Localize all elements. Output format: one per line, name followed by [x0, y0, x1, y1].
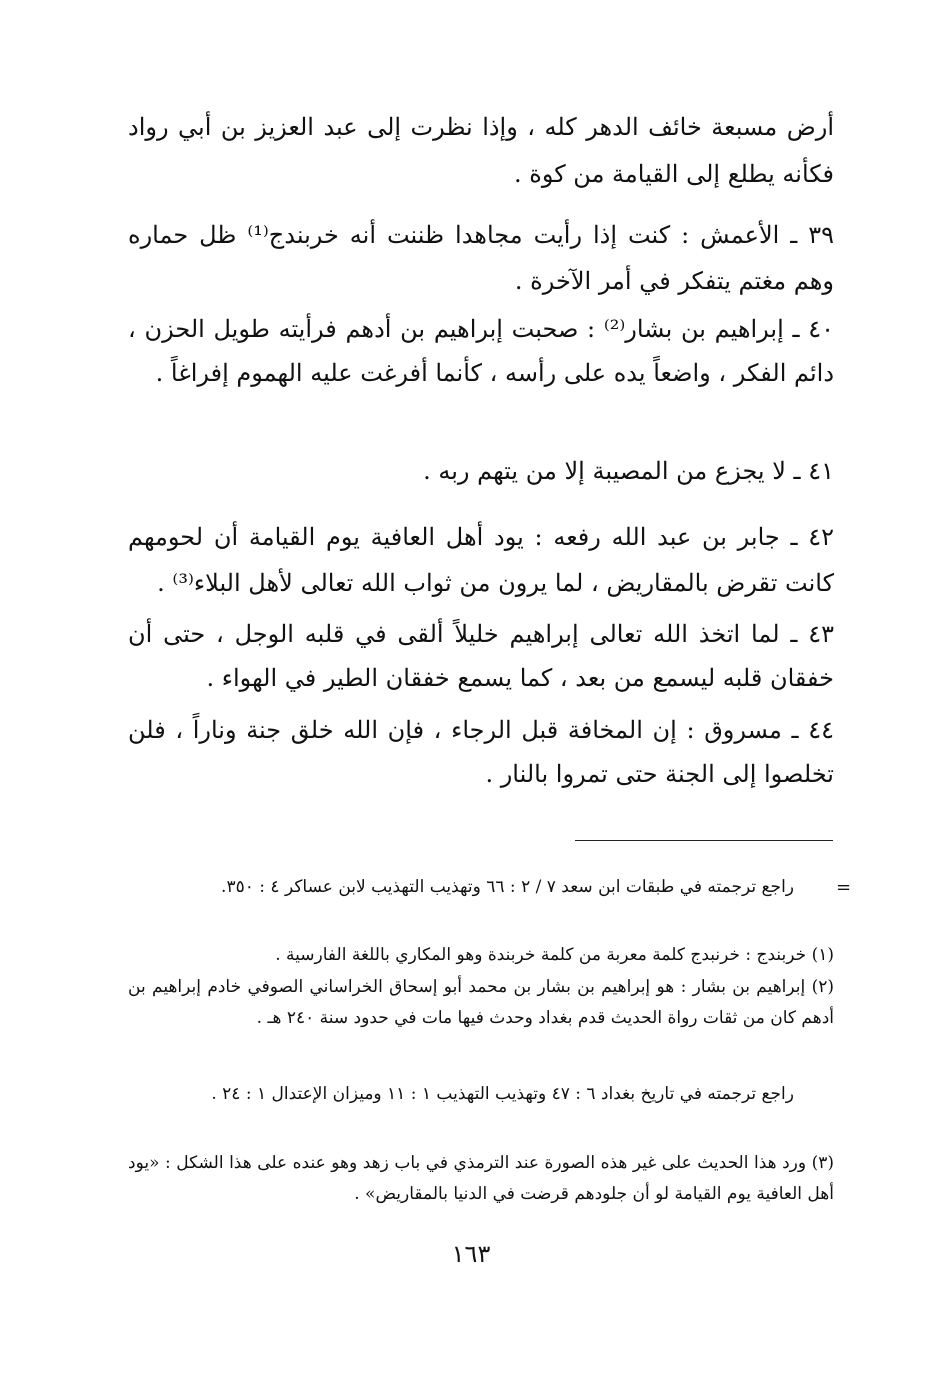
footnote-continuation-mark: =	[836, 877, 852, 898]
paragraph-44: ٤٤ ـ مسروق : إن المخافة قبل الرجاء ، فإن الله خلق جنة وناراً ، فلن تخلصوا إلى الجنة حتى تمروا بالنار .	[128, 716, 834, 788]
footnote-1: (١) خربندج : خرنبدج كلمة معربة من كلمة خربندة وهو المكاري باللغة الفارسية .	[275, 945, 834, 965]
footnote-3: (٣) ورد هذا الحديث على غير هذه الصورة عند الترمذي في باب زهد وهو عنده على هذا الشكل : «يود أهل العافية يوم القيامة لو أن جلودهم قرضت في الدنيا بالمقاريض» .	[128, 1153, 834, 1204]
paragraph-39: ٣٩ ـ الأعمش : كنت إذا رأيت مجاهدا ظننت أنه خربندج⁽¹⁾ ظل حماره وهم مغتم يتفكر في أمر الآخرة .	[128, 221, 835, 295]
paragraph-continuation: أرض مسبعة خائف الدهر كله ، وإذا نظرت إلى عبد العزيز بن أبي رواد فكأنه يطلع إلى القيامة من كوة .	[128, 113, 834, 188]
footnote-separator	[575, 840, 833, 841]
paragraph-43: ٤٣ ـ لما اتخذ الله تعالى إبراهيم خليلاً ألقى في قلبه الوجل ، حتى أن خفقان قلبه ليسمع من بعد ، كما يسمع خفقان الطير في الهواء .	[128, 620, 834, 692]
footnote-2: (٢) إبراهيم بن بشار : هو إبراهيم بن بشار بن محمد أبو إسحاق الخراساني الصوفي خادم إبراهيم بن أدهم كان من ثقات رواة الحديث قدم بغداد وحدث فيها مات في حدود سنة ٢٤٠ هـ .	[128, 977, 834, 1028]
page-number: ١٦٣	[451, 1240, 491, 1268]
footnote-continuation: راجع ترجمته في طبقات ابن سعد ٧ / ٢ : ٦٦ وتهذيب التهذيب لابن عساكر ٤ : ٣٥٠.	[221, 877, 794, 897]
paragraph-42: ٤٢ ـ جابر بن عبد الله رفعه : يود أهل العافية يوم القيامة أن لحومهم كانت تقرض بالمقاريض ، لما يرون من ثواب الله تعالى لأهل البلاء⁽³⁾ .	[128, 523, 834, 597]
paragraph-40: ٤٠ ـ إبراهيم بن بشار⁽²⁾ : صحبت إبراهيم بن أدهم فرأيته طويل الحزن ، دائم الفكر ، واضعاً يده على رأسه ، كأنما أفرغت عليه الهموم إفراغاً .	[128, 315, 834, 387]
footnote-2-reference: راجع ترجمته في تاريخ بغداد ٦ : ٤٧ وتهذيب التهذيب ١ : ١١ وميزان الإعتدال ١ : ٢٤ .	[211, 1084, 794, 1104]
paragraph-41: ٤١ ـ لا يجزع من المصيبة إلا من يتهم ربه .	[423, 457, 834, 485]
